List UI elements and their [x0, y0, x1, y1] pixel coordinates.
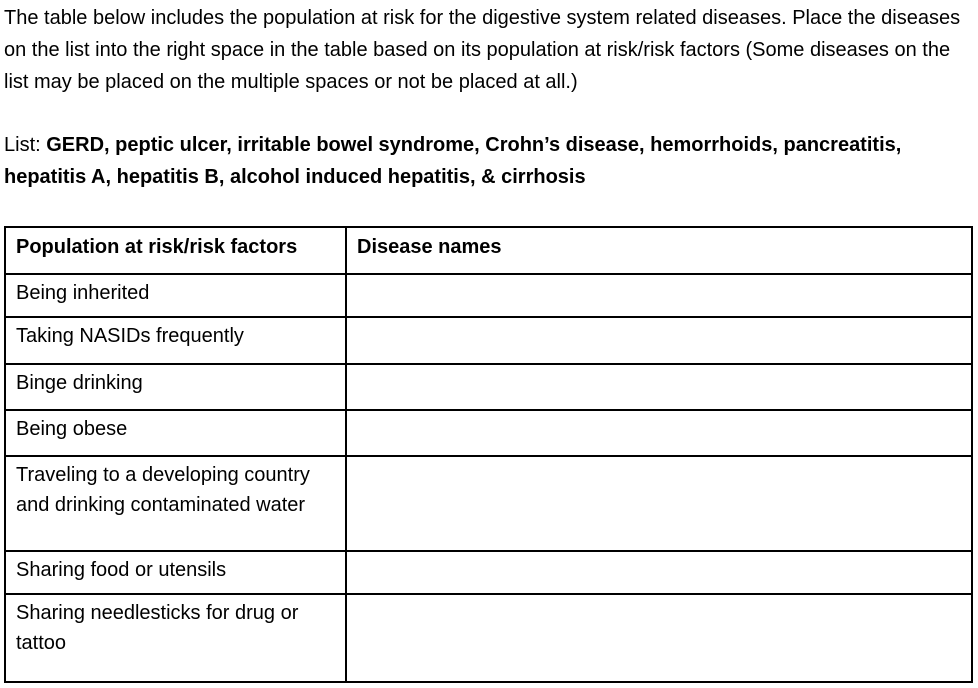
table-row: [5, 410, 972, 456]
disease-answer-cell[interactable]: [346, 274, 972, 317]
disease-answer-cell[interactable]: [346, 317, 972, 364]
instructions-text: The table below includes the population at risk for the digestive system related diseases. Place the diseases on the list into the right space in the table based on its population at risk/risk factors (Some diseases on the list may be placed on the multiple spaces or not be placed at all.): [4, 7, 961, 93]
table-header-row: [5, 227, 972, 274]
risk-factor-cell: Being obese: [5, 410, 346, 456]
disease-answer-cell[interactable]: [346, 594, 972, 682]
table-row: [5, 551, 972, 594]
table-row: [5, 274, 972, 317]
header-risk-factors: Population at risk/risk factors: [5, 227, 346, 274]
risk-factor-cell: Sharing needlesticks for drug or tattoo: [5, 594, 346, 682]
table-row: [5, 364, 972, 410]
disease-list-items: GERD, peptic ulcer, irritable bowel syndrome, Crohn’s disease, hemorrhoids, pancreatitis, hepatitis A, hepatitis B, alcohol induced hepatitis, & cirrhosis: [4, 134, 902, 188]
disease-answer-cell[interactable]: [346, 364, 972, 410]
disease-list-prefix: List:: [4, 134, 47, 156]
disease-answer-cell[interactable]: [346, 456, 972, 551]
risk-factor-table: [4, 226, 973, 683]
risk-factor-cell: Binge drinking: [5, 364, 346, 410]
risk-factor-cell: Traveling to a developing country and drinking contaminated water: [5, 456, 346, 551]
risk-factor-cell: Taking NASIDs frequently: [5, 317, 346, 364]
table-row: [5, 594, 972, 682]
risk-factor-cell: Sharing food or utensils: [5, 551, 346, 594]
table-row: [5, 317, 972, 364]
risk-factor-cell: Being inherited: [5, 274, 346, 317]
disease-answer-cell[interactable]: [346, 410, 972, 456]
disease-list: [4, 129, 974, 193]
disease-answer-cell[interactable]: [346, 551, 972, 594]
table-row: [5, 456, 972, 551]
header-disease-names: Disease names: [346, 227, 972, 274]
